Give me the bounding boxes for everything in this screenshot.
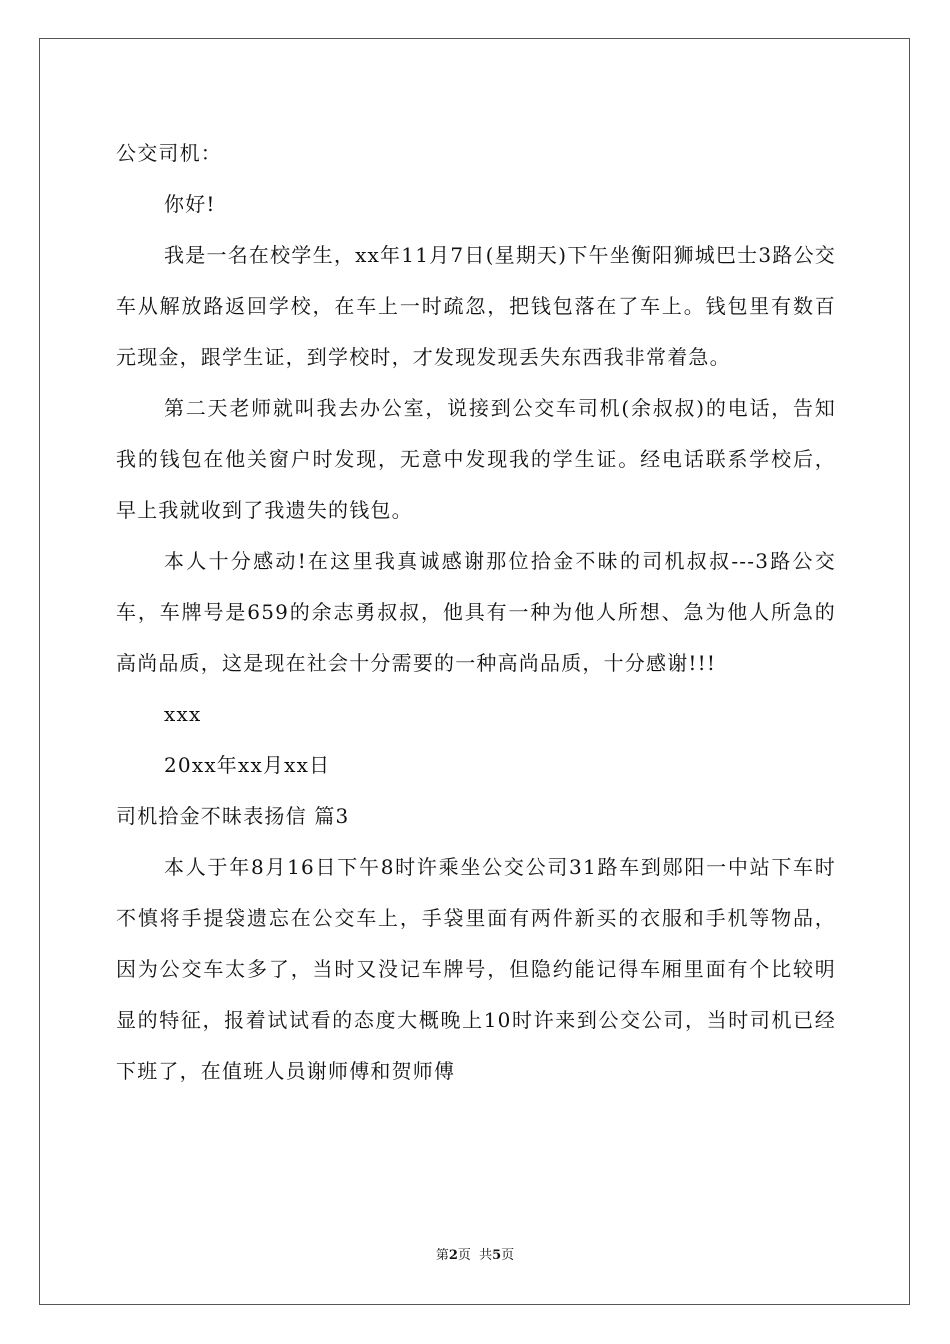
body-paragraph-1: 我是一名在校学生，xx年11月7日(星期天)下午坐衡阳狮城巴士3路公交车从解放路返回学校，在车上一时疏忽，把钱包落在了车上。钱包里有数百元现金，跟学生证，到学校时，才发现发现丢失东西我非常着急。	[116, 243, 836, 369]
section-paragraph: 本人于年8月16日下午8时许乘坐公交公司31路车到郧阳一中站下车时不慎将手提袋遗忘在公交车上，手袋里面有两件新买的衣服和手机等物品，因为公交车太多了，当时又没记车牌号，但隐约能记得车厢里面有个比较明显的特征，报着试试看的态度大概晚上10时许来到公交公司，当时司机已经下班了，在值班人员谢师傅和贺师傅	[116, 855, 836, 1083]
section-heading: 司机拾金不昧表扬信 篇3	[116, 804, 350, 828]
signature: xxx	[164, 702, 202, 726]
body-paragraph-2: 第二天老师就叫我去办公室，说接到公交车司机(余叔叔)的电话，告知我的钱包在他关窗户时发现，无意中发现我的学生证。经电话联系学校后，早上我就收到了我遗失的钱包。	[116, 396, 836, 522]
page-suffix: 页	[457, 1248, 471, 1263]
letter-date: 20xx年xx月xx日	[164, 753, 331, 777]
body-paragraph-3: 本人十分感动!在这里我真诚感谢那位拾金不昧的司机叔叔---3路公交车，车牌号是659的余志勇叔叔，他具有一种为他人所想、急为他人所急的高尚品质，这是现在社会十分需要的一种高尚品质，十分感谢!!!	[116, 549, 836, 675]
letter-body	[116, 128, 836, 1097]
page-total: 5	[492, 1248, 502, 1263]
total-suffix: 页	[501, 1248, 515, 1263]
total-prefix: 共	[479, 1248, 493, 1263]
page-prefix: 第	[435, 1248, 449, 1263]
greeting: 你好!	[164, 192, 216, 216]
page-current: 2	[448, 1248, 458, 1263]
page-footer	[0, 1248, 950, 1264]
salutation: 公交司机：	[116, 141, 222, 165]
